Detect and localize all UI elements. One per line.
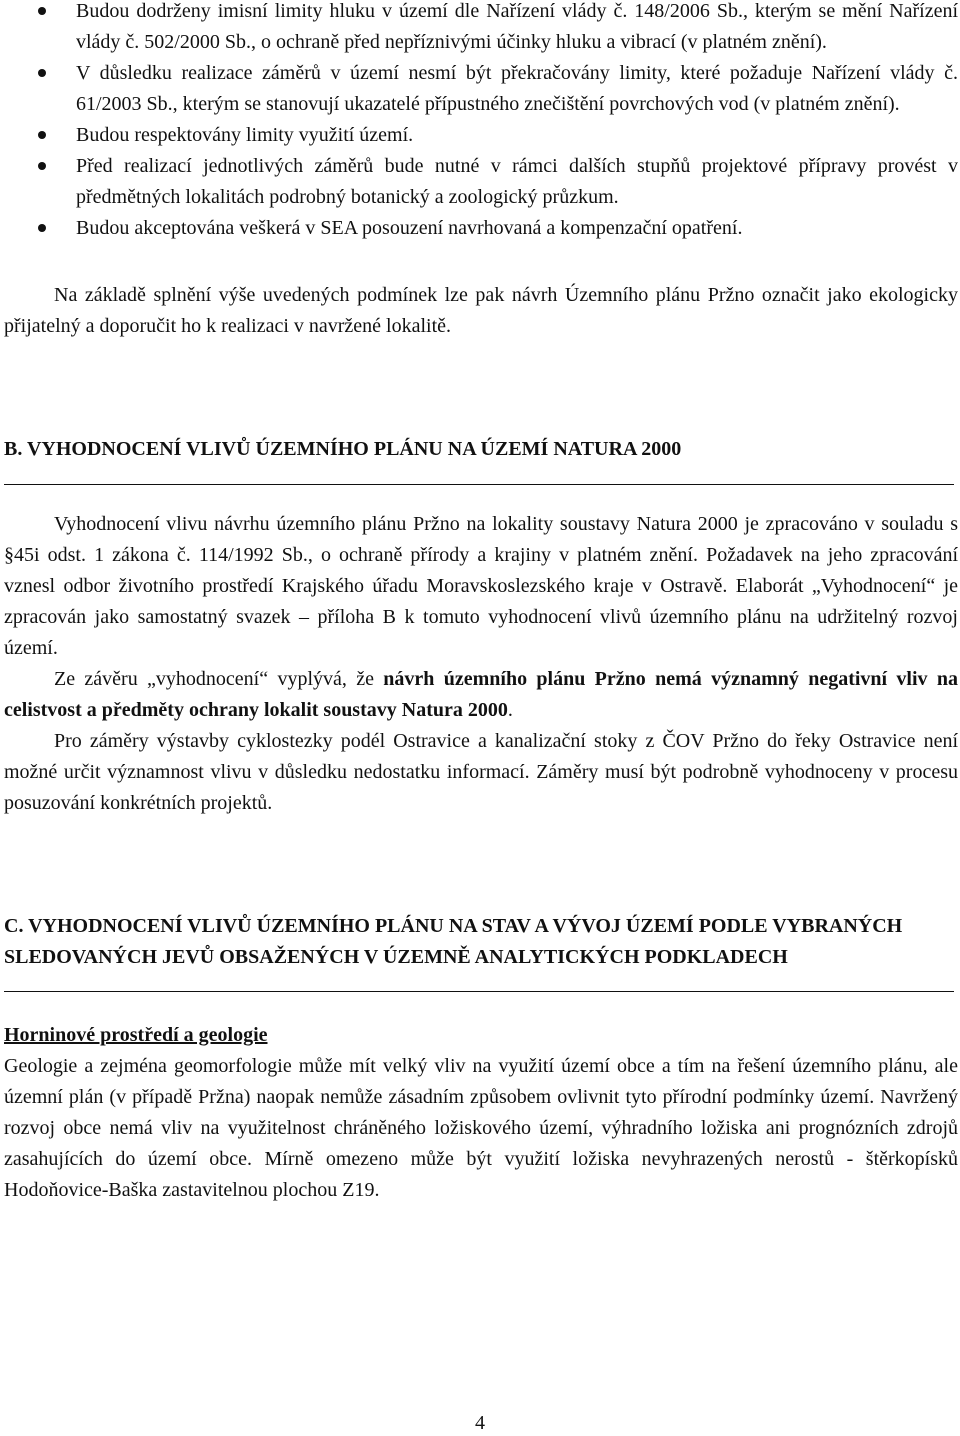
list-item-text: Budou dodrženy imisní limity hluku v území dle Nařízení vlády č. 148/2006 Sb., kterým se mění Nařízení vlády č. 502/2000 Sb., o ochraně před nepříznivými účinky hluku a vibrací (v platném znění). xyxy=(76,0,958,53)
list-item xyxy=(4,120,958,151)
page-content xyxy=(4,0,958,1206)
geology-paragraph: Geologie a zejména geomorfologie může mít velký vliv na využití území obce a tím na řešení územního plánu, ale územní plán (v případě Pržna) naopak nemůže zásadním způsobem ovlivnit tyto přírodní podmínky území. Navržený rozvoj obce nemá vliv na využitelnost chráněného ložiskového území, výhradního ložiska ani prognózních zdrojů zasahujících do území obce. Mírně omezeno může být využití ložiska nevyhrazených nerostů - štěrkopísků Hodoňovice-Baška zastavitelnou plochou Z19. xyxy=(4,1055,958,1201)
section-c-divider xyxy=(4,991,954,992)
conditions-list xyxy=(4,0,958,244)
bullet-icon xyxy=(38,224,46,232)
list-item-text: Budou akceptována veškerá v SEA posouzení navrhovaná a kompenzační opatření. xyxy=(76,217,743,239)
section-b-conclusion-bold: návrh územního plánu Pržno nemá významný negativní vliv na celistvost a předměty ochrany lokalit soustavy Natura 2000 xyxy=(4,668,958,721)
geology-subheading: Horninové prostředí a geologie xyxy=(4,1024,268,1046)
bullet-icon xyxy=(38,131,46,139)
list-item xyxy=(4,58,958,120)
section-b-conclusion-suffix: . xyxy=(507,699,513,721)
section-b-heading: B. VYHODNOCENÍ VLIVŮ ÚZEMNÍHO PLÁNU NA ÚZEMÍ NATURA 2000 xyxy=(4,438,682,460)
list-item-text: V důsledku realizace záměrů v území nesmí být překračovány limity, které požaduje Nařízení vlády č. 61/2003 Sb., kterým se stanovují ukazatelé přípustného znečištění povrchových vod (v platném znění). xyxy=(76,62,958,115)
section-b-divider xyxy=(4,484,954,485)
section-b-paragraph: Vyhodnocení vlivu návrhu územního plánu Pržno na lokality soustavy Natura 2000 je zpracováno v souladu s §45i odst. 1 zákona č. 114/1992 Sb., o ochraně přírody a krajiny v platném znění. Požadavek na jeho zpracování vznesl odbor životního prostředí Krajského úřadu Moravskoslezského kraje v Ostravě. Elaborát „Vyhodnocení“ je zpracován jako samostatný svazek – příloha B k tomuto vyhodnocení vlivů územního plánu na udržitelný rozvoj území. xyxy=(4,513,958,659)
list-item-text: Budou respektovány limity využití území. xyxy=(76,124,414,146)
section-b-note: Pro záměry výstavby cyklostezky podél Ostravice a kanalizační stoky z ČOV Pržno do řeky Ostravice není možné určit významnost vlivu v důsledku nedostatku informací. Záměry musí být podrobně vyhodnoceny v procesu posuzování konkrétních projektů. xyxy=(4,730,958,814)
list-item-text: Před realizací jednotlivých záměrů bude nutné v rámci dalších stupňů projektové přípravy provést v předmětných lokalitách podrobný botanický a zoologický průzkum. xyxy=(76,155,958,208)
bullet-icon xyxy=(38,7,46,15)
section-b-conclusion-prefix: Ze závěru „vyhodnocení“ vyplývá, že xyxy=(54,668,384,690)
page-number: 4 xyxy=(475,1412,485,1434)
bullet-icon xyxy=(38,69,46,77)
list-item xyxy=(4,213,958,244)
section-c-heading: C. VYHODNOCENÍ VLIVŮ ÚZEMNÍHO PLÁNU NA STAV A VÝVOJ ÚZEMÍ PODLE VYBRANÝCH SLEDOVANÝCH JEVŮ OBSAŽENÝCH V ÚZEMNĚ ANALYTICKÝCH PODKLADECH xyxy=(4,915,903,968)
list-item xyxy=(4,151,958,213)
conclusion-paragraph: Na základě splnění výše uvedených podmínek lze pak návrh Územního plánu Pržno označit jako ekologicky přijatelný a doporučit ho k realizaci v navržené lokalitě. xyxy=(4,284,958,337)
section-b-conclusion xyxy=(4,664,958,726)
bullet-icon xyxy=(38,162,46,170)
list-item xyxy=(4,0,958,58)
